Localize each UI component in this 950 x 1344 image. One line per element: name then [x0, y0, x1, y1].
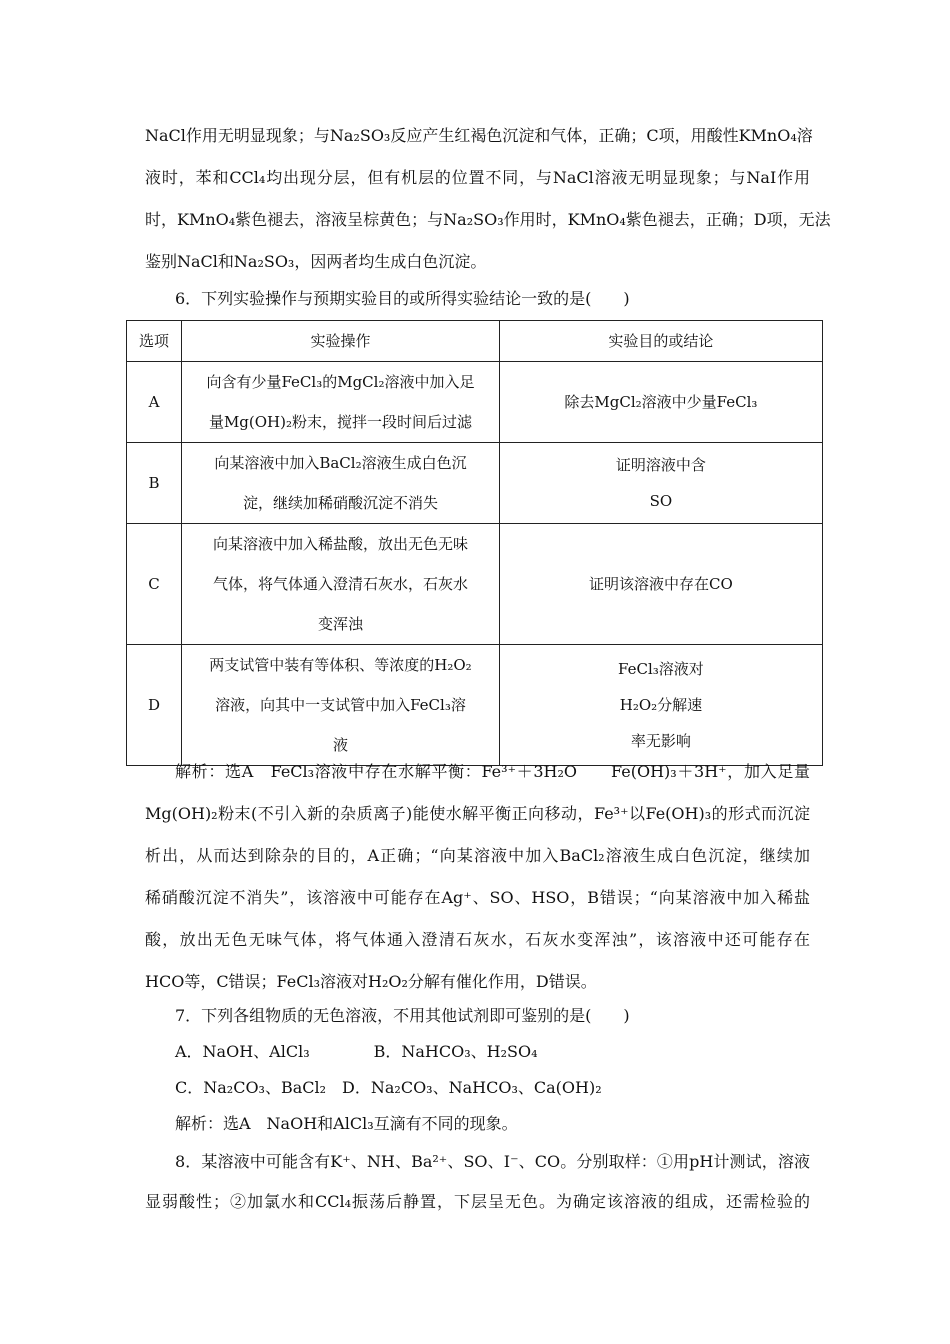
result-line: FeCl₃溶液对	[618, 660, 704, 678]
q6-analysis-line-2: Mg(OH)₂粉末(不引入新的杂质离子)能使水解平衡正向移动，Fe³⁺以Fe(OH)₃的形式而沉淀	[145, 804, 810, 823]
table-row	[127, 443, 823, 524]
result-line: 证明该溶液中存在CO	[589, 575, 733, 593]
row-option: D	[127, 645, 182, 766]
operation-line: 液	[332, 736, 348, 754]
q7-stem: 7．下列各组物质的无色溶液，不用其他试剂即可鉴别的是( )	[175, 1006, 630, 1025]
analysis-prev-line-1: NaCl作用无明显现象；与Na₂SO₃反应产生红褐色沉淀和气体，正确；C项，用酸性KMnO₄溶	[145, 126, 813, 145]
operation-line: 向某溶液中加入BaCl₂溶液生成白色沉	[214, 454, 467, 472]
q6-table	[126, 320, 823, 766]
q6-analysis-line-5: 酸，放出无色无味气体，将气体通入澄清石灰水，石灰水变浑浊”，该溶液中还可能存在	[145, 930, 810, 949]
result-line: 除去MgCl₂溶液中少量FeCl₃	[564, 393, 758, 411]
result-line: H₂O₂分解速	[619, 696, 703, 714]
analysis-prev-line-4: 鉴别NaCl和Na₂SO₃，因两者均生成白色沉淀。	[145, 252, 487, 271]
table-header-row	[127, 321, 823, 362]
operation-line: 向含有少量FeCl₃的MgCl₂溶液中加入足	[206, 373, 475, 391]
operation-line: 淀，继续加稀硝酸沉淀不消失	[242, 494, 438, 512]
table-row	[127, 524, 823, 645]
q7-options-line-2: C．Na₂CO₃、BaCl₂ D．Na₂CO₃、NaHCO₃、Ca(OH)₂	[175, 1078, 602, 1097]
q7-analysis: 解析：选A NaOH和AlCl₃互滴有不同的现象。	[175, 1114, 518, 1133]
row-operation	[182, 524, 500, 645]
row-result	[499, 362, 822, 443]
q8-line-2: 显弱酸性；②加氯水和CCl₄振荡后静置，下层呈无色。为确定该溶液的组成，还需检验的	[145, 1192, 810, 1211]
row-result	[499, 645, 822, 766]
q6-analysis-line-6: HCO等，C错误；FeCl₃溶液对H₂O₂分解有催化作用，D错误。	[145, 972, 597, 991]
operation-line: 气体，将气体通入澄清石灰水，石灰水	[212, 575, 468, 593]
operation-line: 溶液，向其中一支试管中加入FeCl₃溶	[215, 696, 466, 714]
row-operation	[182, 645, 500, 766]
row-result	[499, 524, 822, 645]
operation-line: 向某溶液中加入稀盐酸，放出无色无味	[212, 535, 468, 553]
q8-line-1: 8．某溶液中可能含有K⁺、NH、Ba²⁺、SO、I⁻、CO。分别取样：①用pH计测试，溶液	[175, 1152, 810, 1171]
header-option: 选项	[127, 321, 182, 362]
q7-options-line-1: A．NaOH、AlCl₃ B．NaHCO₃、H₂SO₄	[175, 1042, 538, 1061]
row-result	[499, 443, 822, 524]
header-operation: 实验操作	[182, 321, 500, 362]
q6-analysis-line-4: 稀硝酸沉淀不消失”，该溶液中可能存在Ag⁺、SO、HSO，B错误；“向某溶液中加入稀盐	[145, 888, 810, 907]
result-line: 证明溶液中含	[615, 456, 706, 474]
row-option: B	[127, 443, 182, 524]
q6-analysis-line-3: 析出，从而达到除杂的目的，A正确；“向某溶液中加入BaCl₂溶液生成白色沉淀，继续加	[145, 846, 810, 865]
analysis-prev-line-3: 时，KMnO₄紫色褪去，溶液呈棕黄色；与Na₂SO₃作用时，KMnO₄紫色褪去，正确；D项，无法	[145, 210, 831, 229]
row-option: A	[127, 362, 182, 443]
table-row	[127, 362, 823, 443]
operation-line: 量Mg(OH)₂粉末，搅拌一段时间后过滤	[208, 413, 472, 431]
row-operation	[182, 443, 500, 524]
operation-line: 变浑浊	[317, 615, 363, 633]
q6-stem: 6．下列实验操作与预期实验目的或所得实验结论一致的是( )	[175, 289, 630, 308]
result-line: SO	[649, 492, 673, 510]
operation-line: 两支试管中装有等体积、等浓度的H₂O₂	[209, 656, 472, 674]
result-line: 率无影响	[630, 732, 691, 750]
row-option: C	[127, 524, 182, 645]
table-row	[127, 645, 823, 766]
row-operation	[182, 362, 500, 443]
header-result: 实验目的或结论	[499, 321, 822, 362]
analysis-prev-line-2: 液时，苯和CCl₄均出现分层，但有机层的位置不同，与NaCl溶液无明显现象；与NaI作用	[145, 168, 810, 187]
q6-analysis-line-1: 解析：选A FeCl₃溶液中存在水解平衡：Fe³⁺＋3H₂O Fe(OH)₃＋3H⁺，加入足量	[175, 762, 810, 781]
